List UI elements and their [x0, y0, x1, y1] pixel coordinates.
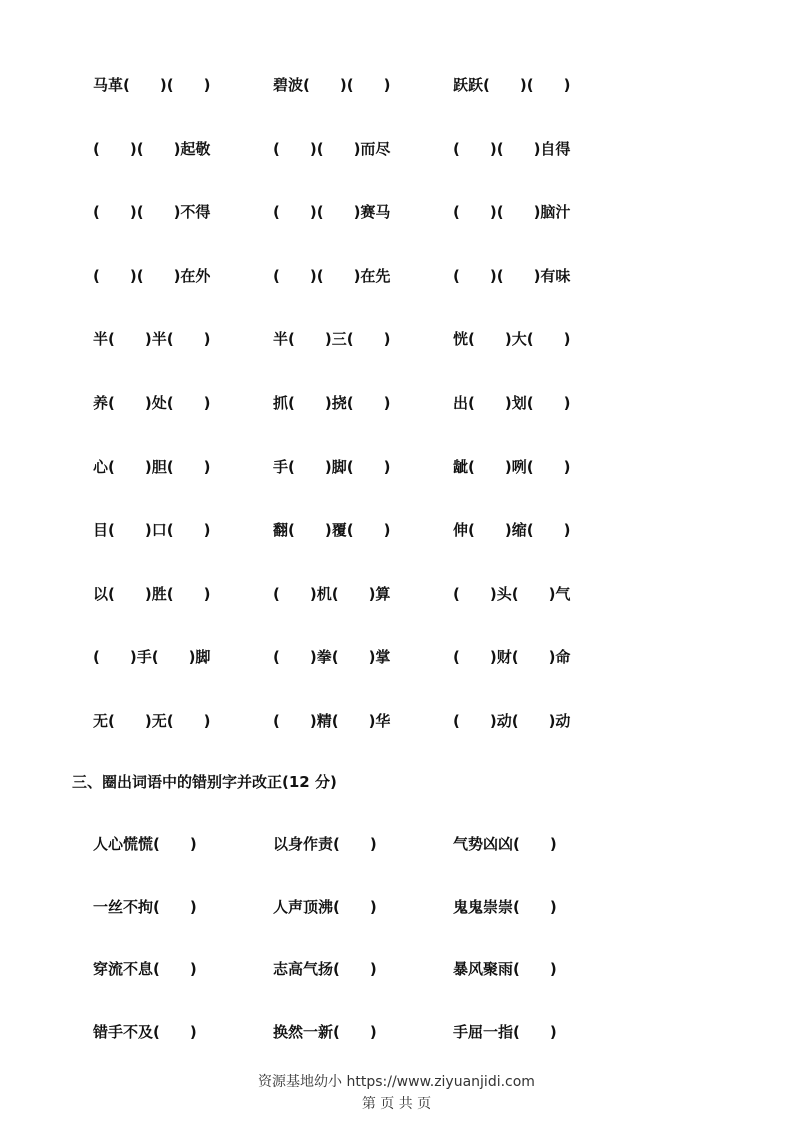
exercise-item: 鬼鬼崇崇( )	[453, 897, 557, 916]
idiom-row	[0, 137, 793, 161]
exercise-item: ( )( )脑汁	[453, 203, 571, 222]
exercise-item: ( )手( )脚	[93, 648, 211, 667]
section-3-heading: 三、圈出词语中的错别字并改正(12 分)	[72, 773, 337, 791]
exercise-item: 恍( )大( )	[453, 330, 571, 349]
exercise-item: 人声顶沸( )	[273, 897, 377, 916]
exercise-item: ( )拳( )掌	[273, 648, 391, 667]
exercise-item: 错手不及( )	[93, 1022, 197, 1041]
exercise-item: 穿流不息( )	[93, 960, 197, 978]
exercise-item: 目( )口( )	[93, 521, 211, 540]
exercise-item: 人心慌慌( )	[93, 835, 197, 853]
exercise-item: 养( )处( )	[93, 394, 211, 412]
exercise-item: 以身作责( )	[273, 835, 377, 853]
idiom-row	[0, 582, 793, 606]
exercise-item: ( )机( )算	[273, 584, 391, 603]
exercise-item: 心( )胆( )	[93, 457, 211, 476]
typo-row	[0, 957, 793, 981]
idiom-row	[0, 709, 793, 733]
idiom-row	[0, 73, 793, 97]
idiom-row	[0, 327, 793, 351]
exercise-item: 伸( )缩( )	[453, 521, 571, 540]
exercise-item: 跃跃( )( )	[453, 76, 571, 94]
exercise-item: ( )财( )命	[453, 648, 571, 667]
exercise-item: ( )动( )动	[453, 712, 571, 730]
exercise-item: 马革( )( )	[93, 76, 211, 94]
footer-page-number: 第 页 共 页	[361, 1096, 432, 1112]
exercise-item: 志高气扬( )	[273, 960, 377, 978]
idiom-row	[0, 455, 793, 479]
typo-row	[0, 895, 793, 919]
exercise-item: 无( )无( )	[93, 712, 211, 730]
exercise-item: 一丝不拘( )	[93, 897, 197, 916]
exercise-item: ( )头( )气	[453, 584, 571, 603]
exercise-item: 半( )三( )	[273, 330, 391, 349]
exercise-item: ( )( )在外	[93, 266, 211, 285]
exercise-item: 出( )划( )	[453, 394, 571, 412]
exercise-item: 碧波( )( )	[273, 76, 391, 94]
exercise-item: ( )精( )华	[273, 712, 391, 730]
exercise-item: 抓( )挠( )	[273, 394, 391, 412]
exercise-item: ( )( )自得	[453, 139, 571, 158]
exercise-item: 翻( )覆( )	[273, 521, 391, 540]
exercise-item: ( )( )赛马	[273, 203, 391, 222]
exercise-item: 换然一新( )	[273, 1022, 377, 1041]
exercise-item: 手屈一指( )	[453, 1022, 557, 1041]
exercise-item: ( )( )不得	[93, 203, 211, 222]
exercise-item: 半( )半( )	[93, 330, 211, 349]
typo-row	[0, 832, 793, 856]
typo-row	[0, 1020, 793, 1044]
footer-source: 资源基地幼小 https://www.ziyuanjidi.com	[258, 1074, 535, 1090]
exercise-item: ( )( )在先	[273, 266, 391, 285]
exercise-item: ( )( )有味	[453, 266, 571, 285]
idiom-row	[0, 645, 793, 669]
idiom-row	[0, 518, 793, 542]
exercise-item: 手( )脚( )	[273, 457, 391, 476]
exercise-item: 暴风聚雨( )	[453, 960, 557, 978]
exercise-item: 龇( )咧( )	[453, 457, 571, 476]
exercise-item: ( )( )起敬	[93, 139, 211, 158]
idiom-row	[0, 200, 793, 224]
exercise-item: 气势凶凶( )	[453, 835, 557, 853]
idiom-row	[0, 264, 793, 288]
idiom-row	[0, 391, 793, 415]
exercise-item: 以( )胜( )	[93, 584, 211, 603]
exercise-item: ( )( )而尽	[273, 139, 391, 158]
